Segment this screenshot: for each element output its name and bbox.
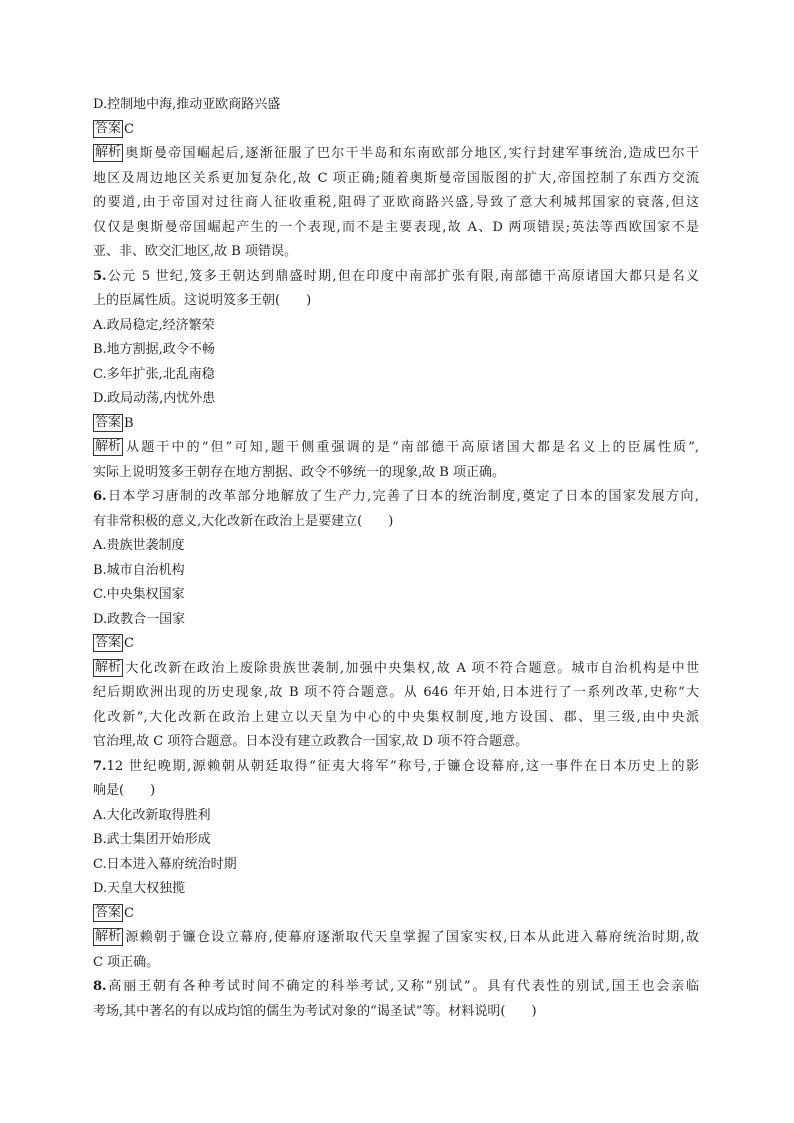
prev-analysis-line: [93, 142, 699, 167]
question-6-analysis: 化改新”,大化改新在政治上建立以天皇为中心的中央集权制度,地方设国、郡、里三级,由中央派: [93, 709, 699, 725]
answer-tag: 答案: [95, 635, 122, 650]
question-5-option-b[interactable]: B.地方割据,政令不畅: [93, 342, 215, 357]
question-5-answer: [93, 412, 699, 437]
answer-tag: 答案: [95, 414, 122, 430]
prev-option-d: D.控制地中海,推动亚欧商路兴盛: [93, 97, 281, 112]
question-7-option-a[interactable]: A.大化改新取得胜利: [93, 807, 211, 823]
question-5-analysis: 解析 从题干中的“但”可知,题干侧重强调的是“南部德干高原诸国大都是名义上的臣属性质”,: [95, 439, 699, 455]
question-7-option-c[interactable]: C.日本进入幕府统治时期: [93, 856, 237, 872]
document-content: [93, 93, 699, 1024]
question-number: 7.: [93, 758, 107, 774]
question-7-stem: 响是( ): [93, 783, 156, 798]
question-6-option-b[interactable]: B.城市自治机构: [93, 562, 185, 578]
question-6-option-d[interactable]: D.政教合一国家: [93, 611, 186, 627]
prev-analysis-line: 亚、非、欧交汇地区,故 B 项错误。: [93, 244, 297, 259]
question-5-stem: 5.公元 5 世纪,笈多王朝达到鼎盛时期,但在印度中南部扩张有限,南部德干高原诸国大都只是名义: [93, 268, 699, 284]
question-5-option-c[interactable]: C.多年扩张,北乱南稳: [93, 366, 215, 382]
answer-tag: 答案: [95, 904, 122, 920]
question-7-analysis: C 项正确。: [93, 954, 160, 970]
answer-value: C: [124, 905, 134, 921]
analysis-text: 奥斯曼帝国崛起后,逐渐征服了巴尔干半岛和东南欧部分地区,实行封建军事统治,造成巴尔干: [124, 146, 699, 161]
question-6-option-c[interactable]: C.中央集权国家: [93, 587, 185, 602]
question-6-analysis: 纪后期欧洲出现的历史现象,故 B 项不符合题意。从 646 年开始,日本进行了一系列改革,史称“大: [93, 685, 699, 700]
question-6-option-a[interactable]: A.贵族世袭制度: [93, 538, 185, 553]
prev-answer-line: [93, 118, 699, 143]
answer-tag: 答案: [95, 120, 122, 136]
question-number: 6.: [93, 489, 107, 504]
prev-analysis-line: 地区及周边地区关系更加复杂化,故 C 项正确;随着奥斯曼帝国版图的扩大,帝国控制了东西方交流: [93, 170, 699, 186]
answer-value: B: [124, 415, 134, 431]
analysis-tag: 解析: [95, 145, 122, 160]
answer-value: C: [124, 636, 134, 651]
question-6-stem: 有非常积极的意义,大化改新在政治上是要建立( ): [93, 513, 394, 529]
prev-analysis-line: 的要道,由于帝国对过往商人征收重税,阻碍了亚欧商路兴盛,导致了意大利城邦国家的衰落,但这: [93, 195, 699, 210]
question-6-stem: 6.日本学习唐制的改革部分地解放了生产力,完善了日本的统治制度,奠定了日本的国家发展方向,: [93, 489, 699, 504]
analysis-tag: 解析: [95, 439, 122, 454]
question-7-analysis: 解析 源赖朝于镰仓设立幕府,使幕府逐渐取代天皇掌握了国家实权,日本从此进入幕府统治时期,故: [95, 929, 699, 945]
question-8-stem: 考场,其中著名的有以成均馆的儒生为考试对象的“谒圣试”等。材料说明( ): [93, 1003, 537, 1019]
question-number: 5.: [93, 268, 107, 284]
question-5-option-a[interactable]: A.政局稳定,经济繁荣: [93, 317, 215, 333]
question-5-analysis: 实际上说明笈多王朝存在地方割据、政令不够统一的现象,故 B 项正确。: [93, 464, 505, 480]
question-6-answer: [93, 632, 699, 657]
analysis-tag: 解析: [95, 659, 122, 675]
analysis-tag: 解析: [95, 929, 122, 944]
question-8-stem: 8.高丽王朝有各种考试时间不确定的科举考试,又称“别试”。具有代表性的别试,国王也会亲临: [93, 979, 699, 994]
answer-value: C: [124, 121, 134, 137]
question-6-analysis: 解析 大化改新在政治上废除贵族世袭制,加强中央集权,故 A 项不符合题意。城市自治机构是中世: [95, 659, 699, 676]
question-7-option-d[interactable]: D.天皇大权独揽: [93, 881, 186, 896]
question-7-option-b[interactable]: B.武士集团开始形成: [93, 832, 211, 847]
question-number: 8.: [93, 979, 107, 994]
question-7-stem: 7.12 世纪晚期,源赖朝从朝廷取得“征夷大将军”称号,于镰仓设幕府,这一事件在日本历史上的影: [93, 758, 699, 774]
question-7-answer: [93, 902, 699, 927]
question-6-analysis: 官治理,故 C 项符合题意。日本没有建立政教合一国家,故 D 项不符合题意。: [93, 734, 529, 749]
question-5-stem: 上的臣属性质。这说明笈多王朝( ): [93, 293, 312, 308]
question-5-option-d[interactable]: D.政局动荡,内忧外患: [93, 391, 216, 406]
prev-analysis-line: 仅仅是奥斯曼帝国崛起产生的一个表现,而不是主要表现,故 A、D 两项错误;英法等西欧国家不是: [93, 219, 699, 235]
